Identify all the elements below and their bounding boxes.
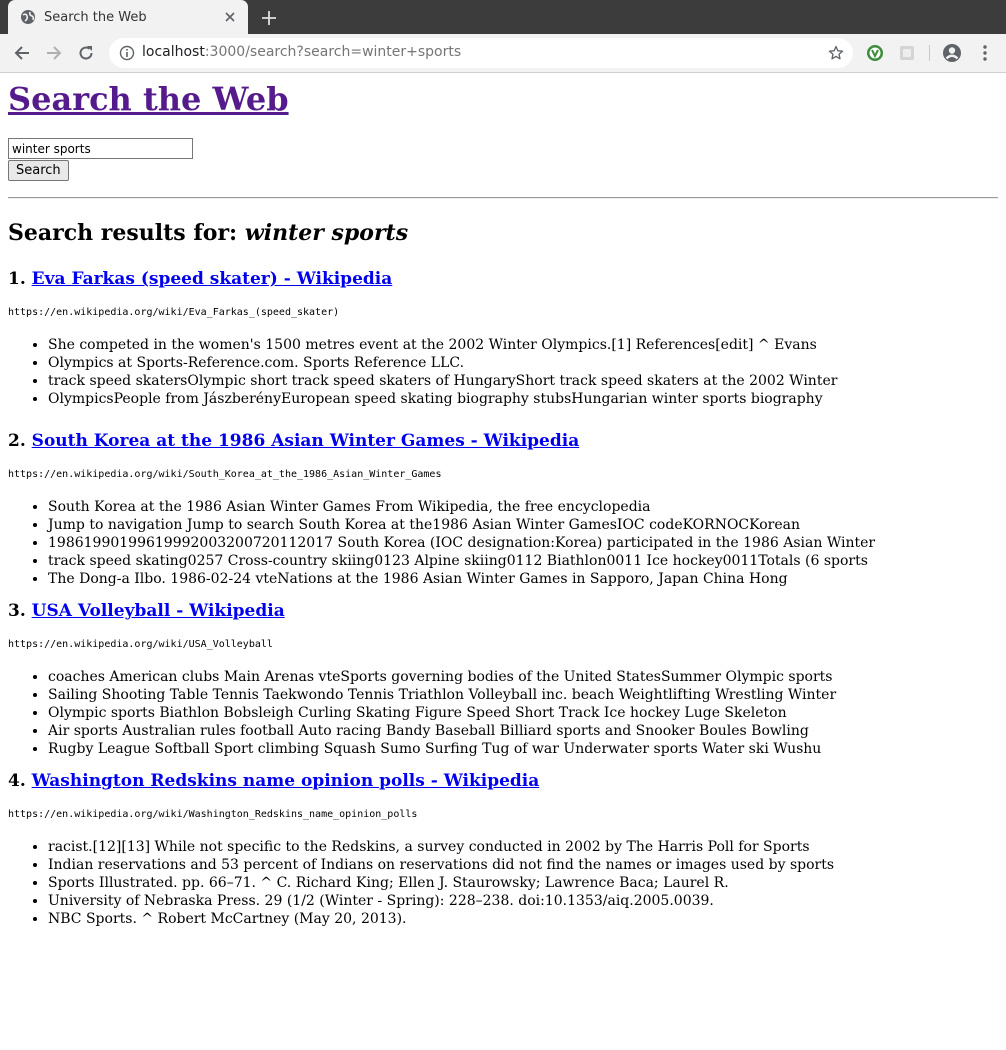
url-path: :3000/search?search=winter+sports xyxy=(204,44,462,60)
info-icon[interactable] xyxy=(119,45,135,61)
result-title xyxy=(8,268,998,290)
snippet-item: • Olympic sports Biathlon Bobsleigh Curling Skating Figure Speed Short Track Ice hockey Luge Skeleton xyxy=(48,704,998,722)
account-avatar-icon[interactable] xyxy=(942,43,962,63)
globe-icon xyxy=(20,9,36,25)
search-result xyxy=(8,600,998,758)
search-result xyxy=(8,770,998,928)
extension-puzzle-icon[interactable] xyxy=(897,43,917,63)
tab-title: Search the Web xyxy=(44,9,147,25)
snippet-item: • NBC Sports. ^ Robert McCartney (May 20, 2013). xyxy=(48,910,998,928)
result-snippets xyxy=(8,498,998,588)
results-heading xyxy=(8,218,998,248)
browser-toolbar xyxy=(0,34,1006,73)
snippet-item: • Air sports Australian rules football Auto racing Bandy Baseball Billiard sports and Snooker Boules Bowling xyxy=(48,722,998,740)
result-url: https://en.wikipedia.org/wiki/Eva_Farkas_(speed_skater) xyxy=(8,307,340,319)
reload-icon[interactable] xyxy=(74,41,98,65)
search-input[interactable] xyxy=(8,138,193,159)
result-number: 3. xyxy=(8,601,26,622)
toolbar-separator xyxy=(929,45,930,61)
search-button[interactable]: Search xyxy=(8,160,69,181)
result-snippets xyxy=(8,838,998,928)
bookmark-star-icon[interactable] xyxy=(827,44,845,62)
snippet-item: • Olympics at Sports-Reference.com. Sports Reference LLC. xyxy=(48,354,998,372)
result-url: https://en.wikipedia.org/wiki/South_Korea_at_the_1986_Asian_Winter_Games xyxy=(8,469,442,481)
snippet-item: • University of Nebraska Press. 29 (1/2 (Winter - Spring): 228–238. doi:10.1353/aiq.2005.0039. xyxy=(48,892,998,910)
browser-tab[interactable] xyxy=(8,0,248,34)
snippet-item: • Indian reservations and 53 percent of Indians on reservations did not find the names or images used by sports xyxy=(48,856,998,874)
search-form xyxy=(8,138,998,181)
result-link[interactable]: USA Volleyball - Wikipedia xyxy=(31,601,285,622)
result-title xyxy=(8,600,998,622)
new-tab-icon[interactable] xyxy=(258,7,280,29)
url-host: localhost xyxy=(142,44,205,60)
result-number: 4. xyxy=(8,771,26,792)
tab-strip xyxy=(0,0,1006,34)
results-query: winter sports xyxy=(244,220,409,247)
snippet-item: • track speed skating0257 Cross-country skiing0123 Alpine skiing0112 Biathlon0011 Ice hockey0011Totals (6 sports xyxy=(48,552,998,570)
page-content xyxy=(8,72,998,928)
result-snippets xyxy=(8,336,998,408)
snippet-item: • track speed skatersOlympic short track speed skaters of HungaryShort track speed skaters at the 2002 Winter xyxy=(48,372,998,390)
result-url: https://en.wikipedia.org/wiki/USA_Volleyball xyxy=(8,639,273,651)
results-heading-prefix: Search results for: xyxy=(8,220,245,247)
result-title xyxy=(8,770,998,792)
result-link[interactable]: South Korea at the 1986 Asian Winter Games - Wikipedia xyxy=(31,431,580,452)
forward-arrow-icon[interactable] xyxy=(42,41,66,65)
snippet-item: • racist.[12][13] While not specific to the Redskins, a survey conducted in 2002 by The Harris Poll for Sports xyxy=(48,838,998,856)
address-bar[interactable] xyxy=(109,38,853,68)
divider xyxy=(8,197,998,199)
page-title-link[interactable]: Search the Web xyxy=(8,80,289,118)
close-tab-icon[interactable] xyxy=(222,9,238,25)
url-text xyxy=(142,44,461,60)
results-list xyxy=(8,268,998,928)
result-number: 1. xyxy=(8,269,26,290)
snippet-item: • Rugby League Softball Sport climbing Squash Sumo Surfing Tug of war Underwater sports Water ski Wushu xyxy=(48,740,998,758)
page-title xyxy=(8,82,998,117)
snippet-item: • Sports Illustrated. pp. 66–71. ^ C. Richard King; Ellen J. Staurowsky; Lawrence Baca; Laurel R. xyxy=(48,874,998,892)
snippet-item: • OlympicsPeople from JászberényEuropean speed skating biography stubsHungarian winter sports biography xyxy=(48,390,998,408)
result-number: 2. xyxy=(8,431,26,452)
result-url: https://en.wikipedia.org/wiki/Washington_Redskins_name_opinion_polls xyxy=(8,809,418,821)
extension-icon[interactable] xyxy=(865,43,885,63)
snippet-item: • Sailing Shooting Table Tennis Taekwondo Tennis Triathlon Volleyball inc. beach Weightlifting Wrestling Winter xyxy=(48,686,998,704)
result-title xyxy=(8,430,998,452)
snippet-item: • South Korea at the 1986 Asian Winter Games From Wikipedia, the free encyclopedia xyxy=(48,498,998,516)
snippet-item: • Jump to navigation Jump to search South Korea at the1986 Asian Winter GamesIOC codeKORNOCKorean xyxy=(48,516,998,534)
snippet-item: • 19861990199619992003200720112017 South Korea (IOC designation:Korea) participated in the 1986 Asian Winter xyxy=(48,534,998,552)
snippet-item: • The Dong-a Ilbo. 1986-02-24 vteNations at the 1986 Asian Winter Games in Sapporo, Japan China Hong xyxy=(48,570,998,588)
result-snippets xyxy=(8,668,998,758)
search-result xyxy=(8,268,998,408)
menu-kebab-icon[interactable] xyxy=(975,43,995,63)
snippet-item: • coaches American clubs Main Arenas vteSports governing bodies of the United StatesSummer Olympic sports xyxy=(48,668,998,686)
back-arrow-icon[interactable] xyxy=(10,41,34,65)
snippet-item: • She competed in the women's 1500 metres event at the 2002 Winter Olympics.[1] References[edit] ^ Evans xyxy=(48,336,998,354)
result-link[interactable]: Washington Redskins name opinion polls - Wikipedia xyxy=(31,771,540,792)
search-result xyxy=(8,430,998,588)
result-link[interactable]: Eva Farkas (speed skater) - Wikipedia xyxy=(31,269,393,290)
